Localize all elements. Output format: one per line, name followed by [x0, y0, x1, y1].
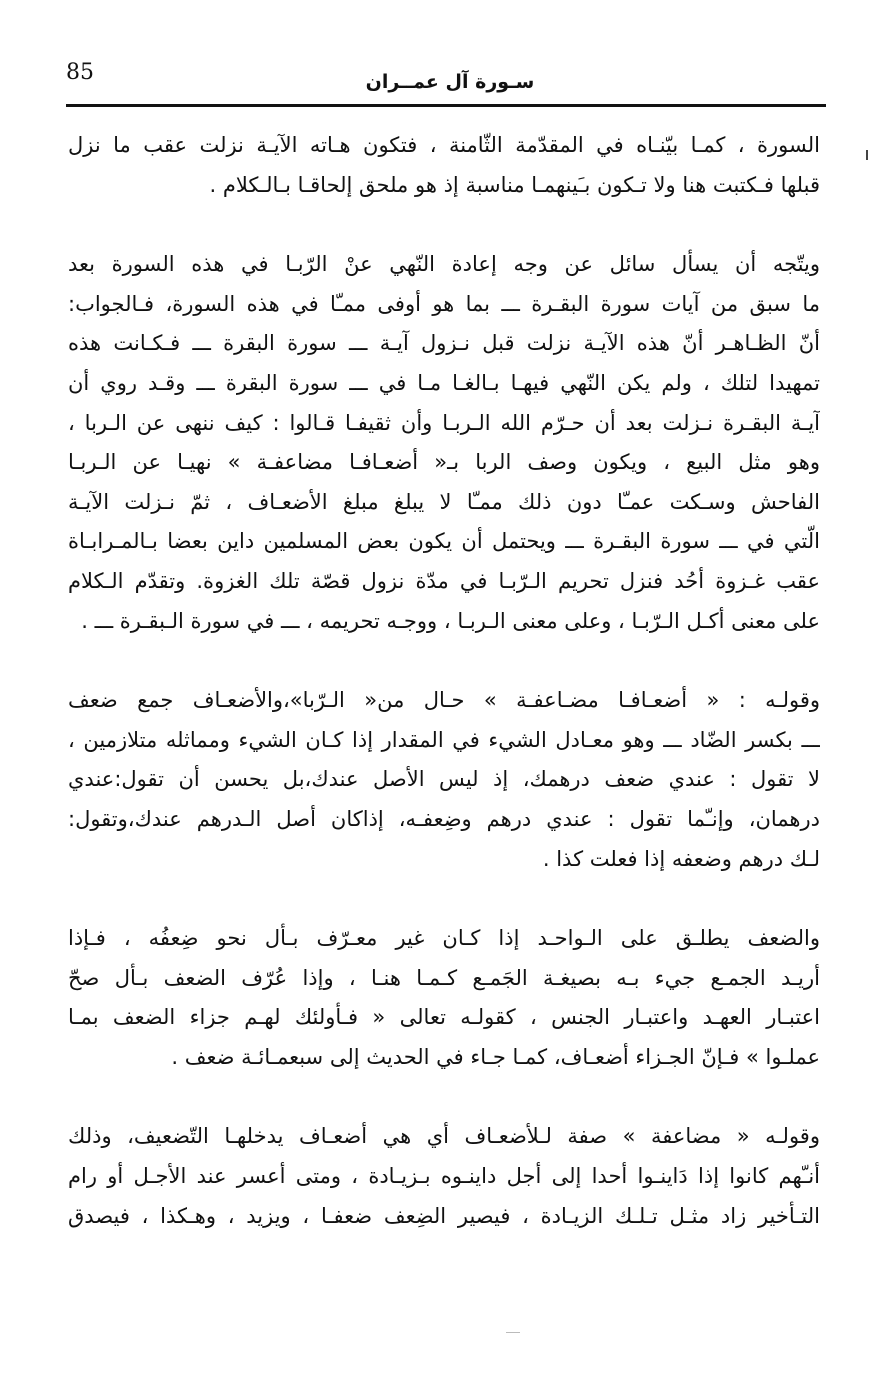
text-line: أنّ الظـاهـر أنّ هذه الآيـة نزلت قبل نـزول آيـة ـــ سورة البقرة ـــ فـكـانت هذه	[68, 331, 820, 356]
text-line: لا تقول : عندي ضعف درهمك، إذ ليس الأصل عندك،بل يحسن أن تقول:عندي	[68, 767, 820, 792]
text-line: درهمان، وإنـّما تقول : عندي درهم وضِعفـه، إذاكان أصل الـدرهم عندك،وتقول:	[68, 806, 820, 831]
page-header	[66, 58, 824, 104]
text-line: وقولـه « مضاعفة » صفة لـلأضعـاف أي هي أضعـاف يدخلهـا التّضعيف، وذلك	[68, 1124, 820, 1149]
text-line: لـك درهم وضعفه إذا فعلت كذا .	[542, 846, 820, 871]
page-number: 85	[66, 60, 94, 85]
text-line: وهو مثل البيع ، ويكون وصف الربا بـ« أضعـافـا مضاعفـة » نهيـا عن الـربـا	[68, 450, 820, 475]
paragraph-4	[68, 919, 820, 1077]
body-text	[68, 126, 820, 1236]
header-rule	[66, 104, 826, 107]
paragraph-gap	[68, 641, 820, 681]
page-smudge	[506, 1332, 520, 1333]
paragraph-3	[68, 681, 820, 879]
paragraph-1	[68, 126, 820, 205]
text-line: والضعف يطلـق على الـواحـد إذا كـان غير معـرّف بـأل نحو ضِعفُه ، فـإذا	[68, 926, 820, 951]
text-line: الفاحش وسـكت عمـّا دون ذلك ممـّا لا يبلغ مبلغ الأضعـاف ، ثمّ نـزلت الآيـة	[68, 489, 820, 514]
margin-mark	[866, 150, 868, 160]
text-line: عملـوا » فـإنّ الجـزاء أضعـاف، كمـا جـاء في الحديث إلى سبعمـائـة ضعف .	[171, 1044, 820, 1069]
text-line: عقب غـزوة أحُد فنزل تحريم الـرّبـا في مدّة نزول قصّة تلك الغزوة. وتقدّم الـكلام	[68, 568, 820, 593]
text-line: تمهيدا لتلك ، ولم يكن النّهي فيهـا بـالغـا مـا في ـــ سورة البقرة ـــ وقـد روي أن	[68, 370, 820, 395]
text-line: اعتبـار العهـد واعتبـار الجنس ، كقولـه تعالى « فـأولئك لهـم جزاء الضعف بمـا	[68, 1005, 820, 1030]
text-line: أنـّهم كانوا إذا دَاينـوا أحدا إلى أجل داينـوه بـزيـادة ، ومتى أعسر عند الأجـل أو رام	[68, 1164, 820, 1189]
text-line: السورة ، كمـا بيّنـاه في المقدّمة الثّامنة ، فتكون هـاته الآيـة نزلت عقب ما نزل	[68, 133, 820, 157]
paragraph-5	[68, 1117, 820, 1236]
text-line: ويتّجه أن يسأل سائل عن وجه إعادة النّهي عنْ الرّبـا في هذه السورة بعد	[68, 252, 820, 277]
text-line: أريـد الجمـع جيء بـه بصيغـة الجَمـع كـمـا هنـا ، وإذا عُرّف الضعف بـأل صحّ	[68, 965, 820, 990]
text-line: على معنى أكـل الـرّبـا ، وعلى معنى الـربـا ، ووجـه تحريمه ، ـــ في سورة الـبقـرة ـــ .	[81, 608, 820, 633]
paragraph-gap	[68, 1077, 820, 1117]
text-line: التـأخير زاد مثـل تـلـك الزيـادة ، فيصير الضِعف ضعفـا ، ويزيد ، وهـكذا ، فيصدق	[68, 1203, 820, 1228]
text-line: وقولـه : « أضعـافـا مضـاعفـة » حـال من« الـرّبا»،والأضعـاف جمع ضعف	[68, 688, 820, 713]
text-line: آيـة البقـرة نـزلت بعد أن حـرّم الله الـربـا وأن ثقيفـا قـالوا : كيف ننهى عن الـربا ،	[68, 410, 820, 435]
text-line: ـــ بكسر الضّاد ـــ وهو معـادل الشيء في المقدار إذا كـان الشيء ومماثله متلازمين ،	[68, 727, 820, 752]
text-line: الّتي في ـــ سورة البقـرة ـــ ويحتمل أن يكون بعض المسلمين داين بعضا بـالمـرابـاة	[68, 529, 820, 554]
paragraph-gap	[68, 205, 820, 245]
paragraph-2	[68, 245, 820, 641]
paragraph-gap	[68, 879, 820, 919]
running-title: سـورة آل عمــران	[365, 71, 535, 93]
text-line: قبلها فـكتبت هنا ولا تـكون بـَينهمـا مناسبة إذ هو ملحق إلحاقـا بـالـكلام .	[209, 172, 820, 197]
text-line: ما سبق من آيات سورة البقـرة ـــ بما هو أوفى ممـّا في هذه السورة، فـالجواب:	[68, 291, 820, 316]
